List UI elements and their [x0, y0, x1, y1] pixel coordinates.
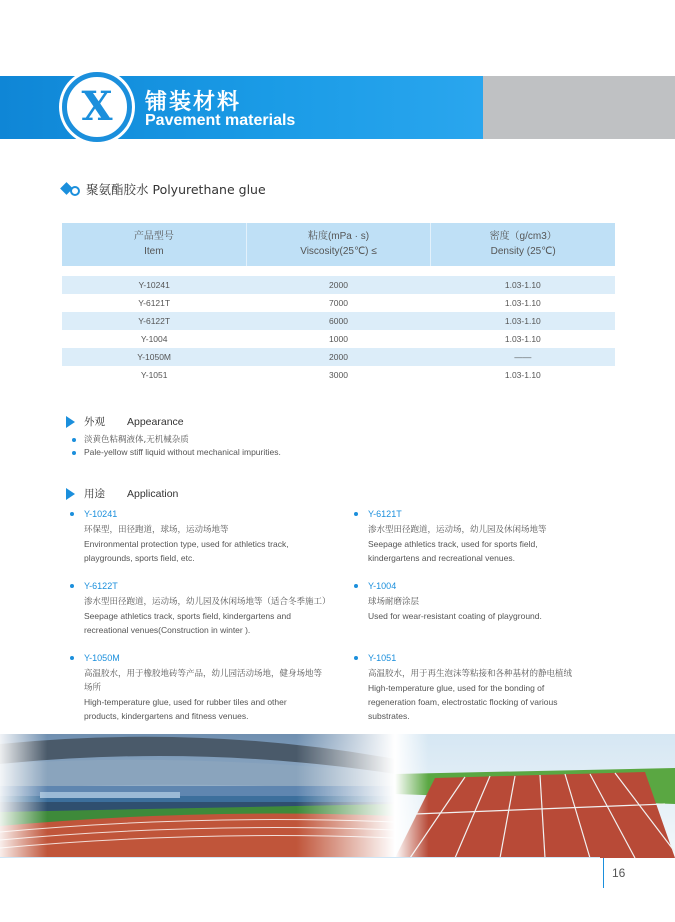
header-density-en: Density (25℃)	[490, 246, 556, 257]
app-desc-cn: 球场耐磨涂层	[368, 597, 420, 607]
app-model-text: Y-10241	[84, 509, 118, 519]
cell-density: 1.03-1.10	[504, 334, 541, 344]
cell-density: 1.03-1.10	[504, 370, 541, 380]
app-model-label	[354, 507, 608, 521]
app-model-text: Y-6121T	[368, 509, 402, 519]
header-density-cn: 密度（g/cm3）	[489, 231, 557, 242]
app-model-text: Y-6122T	[84, 581, 118, 591]
bullet-dot-icon	[70, 584, 74, 588]
bullet-dot-icon	[354, 512, 358, 516]
section-badge	[62, 72, 132, 142]
table-header-cell	[62, 223, 246, 266]
application-item	[84, 651, 324, 723]
app-desc-en: Used for wear-resistant coating of playground.	[368, 611, 542, 621]
table-row	[62, 276, 615, 294]
app-model-label	[70, 507, 324, 521]
appearance-text-cn: 淡黄色粘稠液体,无机械杂质	[84, 435, 189, 445]
app-desc-cn-cont: 场所	[84, 683, 102, 693]
cell-density: 1.03-1.10	[504, 280, 541, 290]
appearance-heading	[66, 414, 184, 429]
cell-item: Y-6121T	[138, 298, 171, 308]
app-model-text: Y-1004	[368, 581, 397, 591]
app-model-label	[70, 579, 324, 593]
bullet-dot-icon	[70, 512, 74, 516]
section-heading	[62, 181, 266, 197]
application-title-cn: 用途	[84, 488, 105, 500]
app-desc-en: playgrounds, sports field, etc.	[84, 553, 195, 563]
page-title-en: Pavement materials	[145, 112, 296, 129]
cell-item: Y-1051	[140, 370, 168, 380]
app-desc-cn: 渗水型田径跑道，运动场，幼儿园及休闲场地等（适合冬季施工）	[84, 597, 331, 607]
cell-item: Y-10241	[138, 280, 170, 290]
app-desc-cn: 渗水型田径跑道，运动场，幼儿园及休闲场地等	[368, 525, 547, 535]
cell-density: ——	[514, 352, 532, 362]
cell-item: Y-1050M	[137, 352, 172, 362]
appearance-title-en: Appearance	[127, 415, 184, 428]
appearance-text-en: Pale-yellow stiff liquid without mechanical impurities.	[84, 447, 281, 457]
table-row	[62, 366, 615, 384]
app-model-text: Y-1051	[368, 653, 397, 663]
banner-gray-band	[483, 76, 675, 139]
table-header-cell	[246, 223, 431, 266]
table-row	[62, 294, 615, 312]
application-item	[368, 651, 608, 723]
chevron-right-icon	[66, 488, 76, 500]
header-item-en: Item	[144, 246, 164, 257]
app-model-text: Y-1050M	[84, 653, 120, 663]
header-banner	[0, 76, 675, 139]
app-desc-en: Seepage athletics track, sports field, kindergartens and	[84, 611, 291, 621]
application-heading	[66, 486, 178, 501]
section-title: 聚氨酯胶水 Polyurethane glue	[86, 182, 266, 197]
header-viscosity-en: Viscosity(25℃) ≤	[300, 246, 377, 257]
table-row	[62, 330, 615, 348]
table-row	[62, 312, 615, 330]
bullet-dot-icon	[354, 656, 358, 660]
stadium-photo	[0, 734, 395, 858]
header-item-cn: 产品型号	[133, 231, 174, 242]
bullet-dot-icon	[72, 438, 76, 442]
stadium-illustration	[0, 734, 395, 858]
app-desc-en: substrates.	[368, 711, 410, 721]
cell-viscosity: 7000	[329, 298, 348, 308]
cell-item: Y-1004	[140, 334, 168, 344]
table-header	[62, 223, 615, 266]
appearance-line	[72, 447, 281, 458]
app-model-label	[354, 651, 608, 665]
running-track-photo	[395, 734, 675, 858]
appearance-line	[72, 433, 189, 445]
app-model-label	[70, 651, 324, 665]
app-desc-en: Seepage athletics track, used for sports field,	[368, 539, 538, 549]
page-title-cn: 铺装材料	[145, 90, 242, 115]
application-item	[368, 579, 608, 623]
bullet-dot-icon	[72, 451, 76, 455]
cell-density: 1.03-1.10	[504, 298, 541, 308]
table-header-cell	[430, 223, 615, 266]
cell-viscosity: 2000	[329, 280, 348, 290]
cell-item: Y-6122T	[138, 316, 171, 326]
app-desc-en: regeneration foam, electrostatic flocking of various	[368, 697, 558, 707]
footer-vertical-rule	[603, 858, 604, 888]
track-illustration	[395, 734, 675, 858]
cell-viscosity: 6000	[329, 316, 348, 326]
application-title-en: Application	[127, 487, 179, 500]
header-viscosity-cn: 粘度(mPa · s)	[307, 231, 370, 242]
app-desc-en: products, kindergartens and fitness venues.	[84, 711, 249, 721]
diamond-bullet-icon	[62, 183, 78, 195]
table-body	[62, 276, 615, 384]
cell-viscosity: 3000	[329, 370, 348, 380]
app-desc-cn: 高温胶水，用于再生泡沫等粘接和各种基材的静电植绒	[368, 669, 573, 679]
badge-letter: X	[81, 83, 113, 130]
cell-viscosity: 1000	[329, 334, 348, 344]
application-item	[84, 507, 324, 565]
app-desc-cn: 高温胶水，用于橡胶地砖等产品，幼儿园活动场地，健身场地等	[84, 669, 323, 679]
app-model-label	[354, 579, 608, 593]
application-item	[84, 579, 331, 637]
application-item	[368, 507, 608, 565]
app-desc-en: kindergartens and recreational venues.	[368, 553, 515, 563]
chevron-right-icon	[66, 416, 76, 428]
cell-viscosity: 2000	[329, 352, 348, 362]
app-desc-cn: 环保型，田径跑道，球场，运动场地等	[84, 525, 229, 535]
app-desc-en: recreational venues(Construction in winter ).	[84, 625, 251, 635]
app-desc-en: High-temperature glue, used for rubber tiles and other	[84, 697, 287, 707]
appearance-title-cn: 外观	[84, 416, 105, 428]
table-row	[62, 348, 615, 366]
app-desc-en: Environmental protection type, used for athletics track,	[84, 539, 289, 549]
page-number: 16	[612, 866, 626, 880]
footer-divider	[0, 857, 600, 858]
cell-density: 1.03-1.10	[504, 316, 541, 326]
bullet-dot-icon	[354, 584, 358, 588]
bullet-dot-icon	[70, 656, 74, 660]
app-desc-en: High-temperature glue, used for the bonding of	[368, 683, 545, 693]
